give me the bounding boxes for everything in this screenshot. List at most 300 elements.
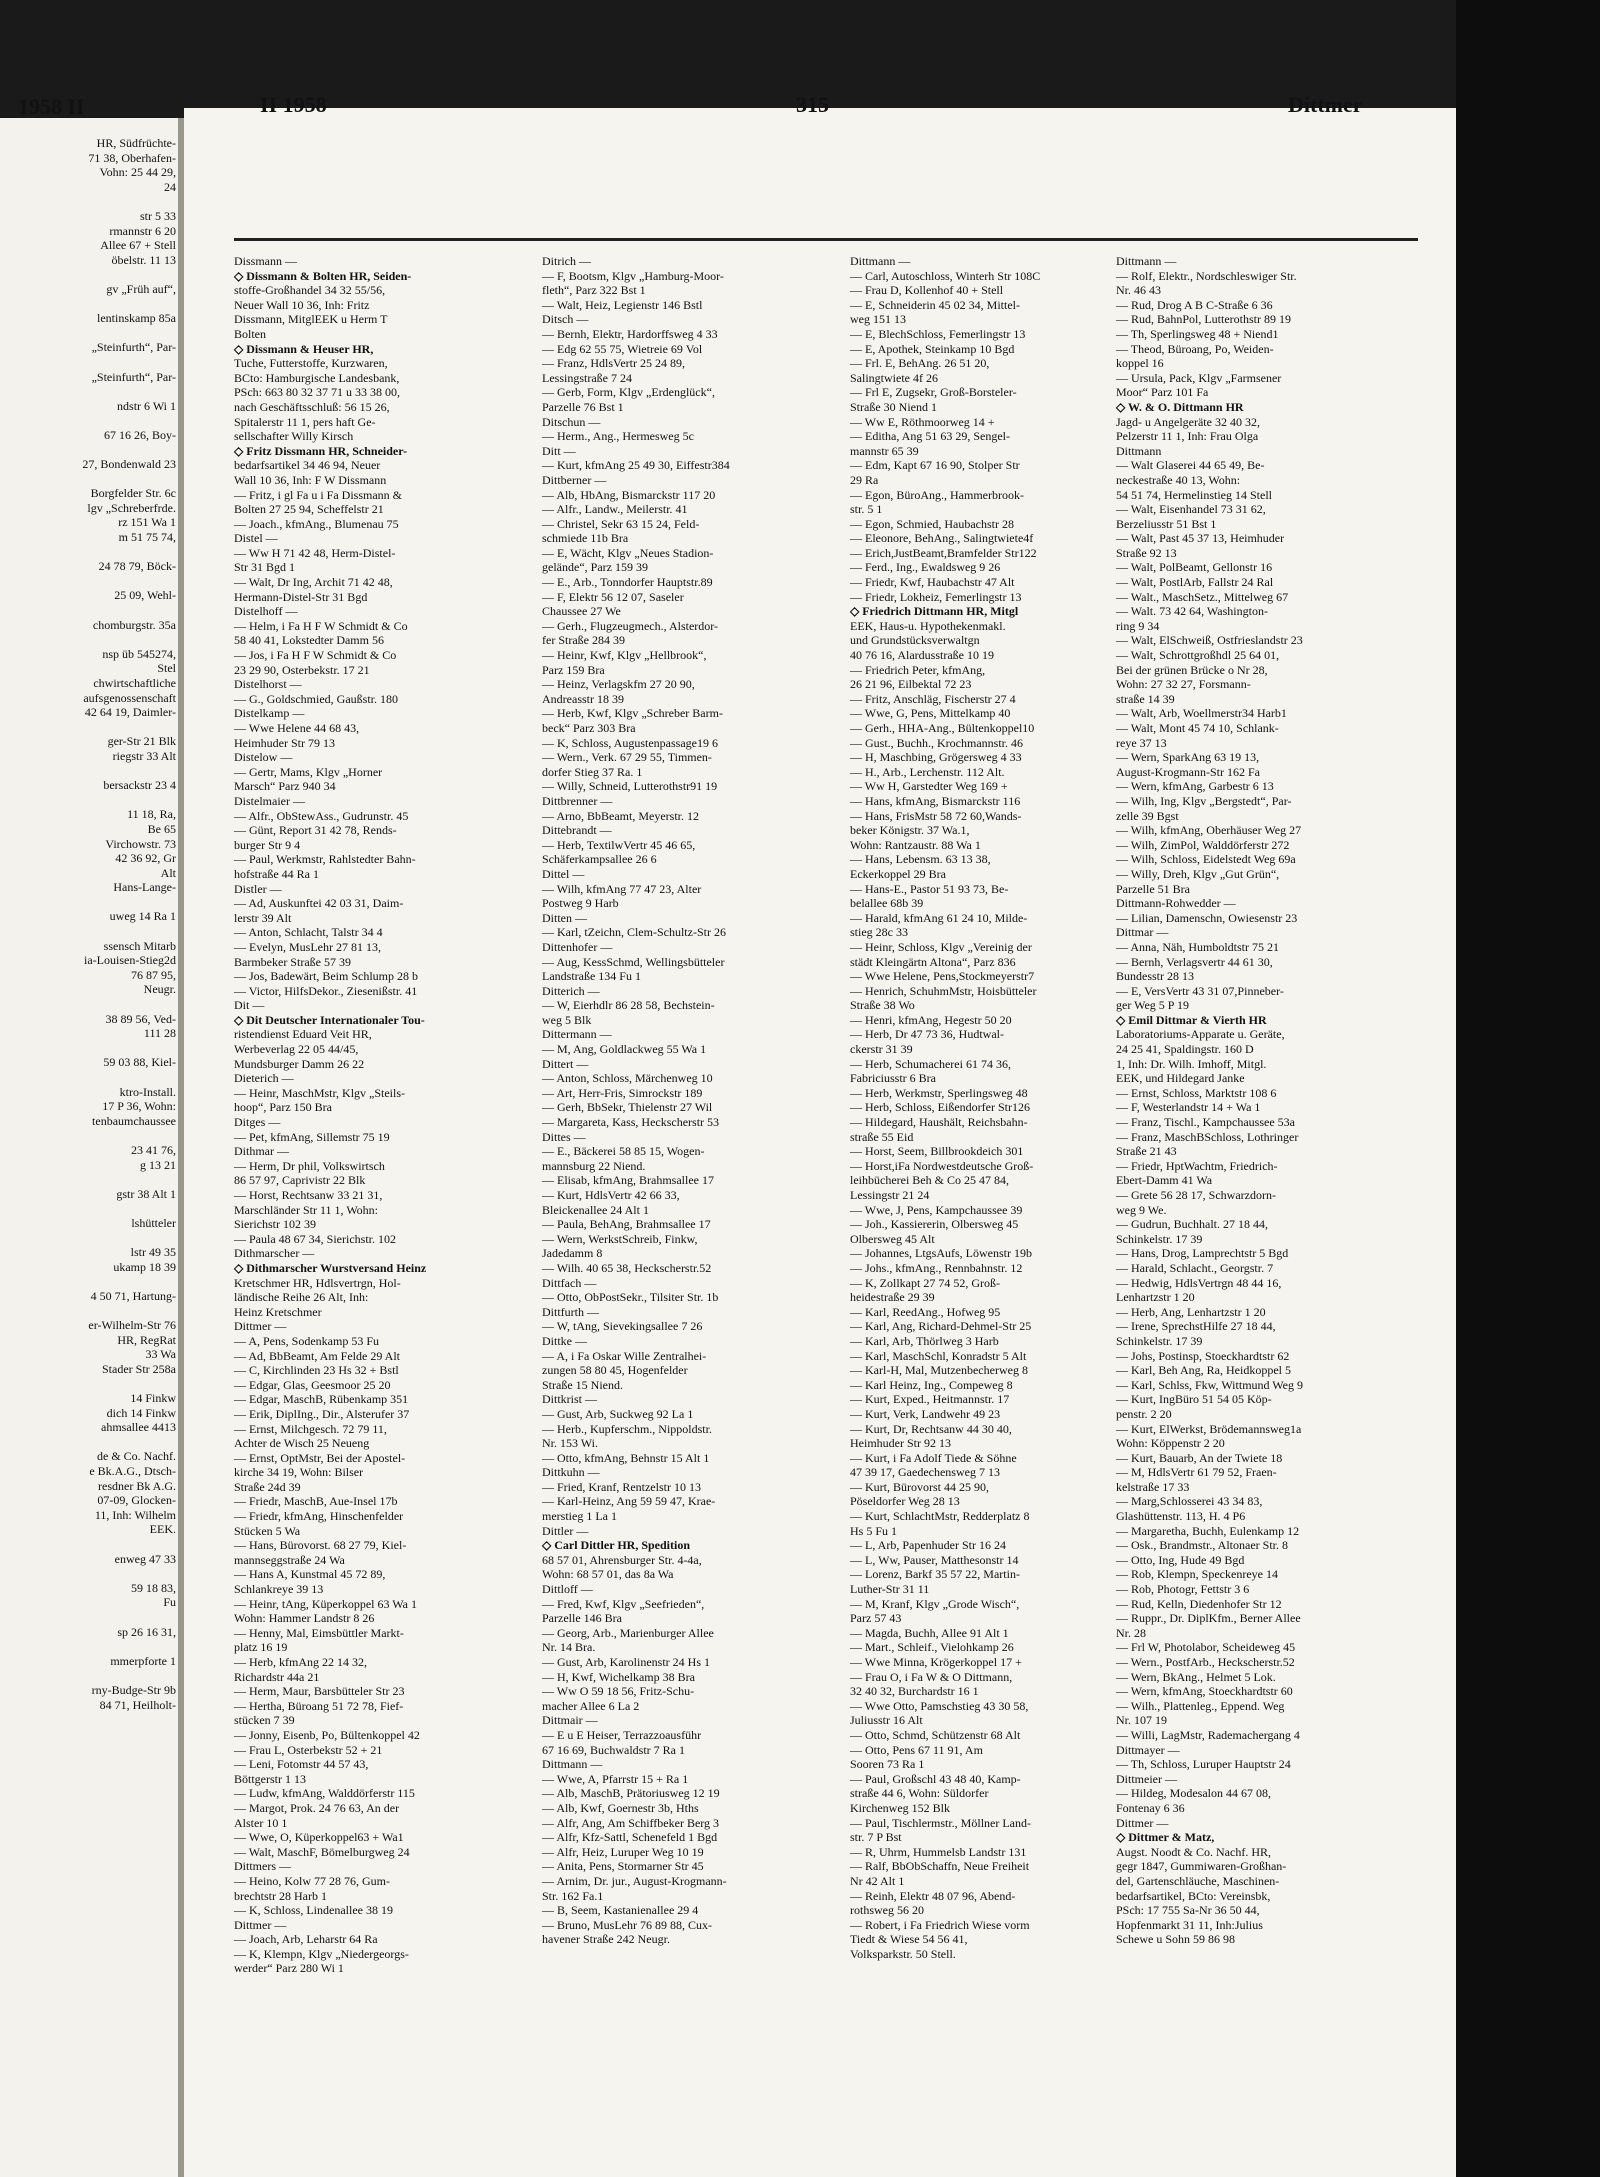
left-page-line: 27, Bondenwald 23 (82, 457, 176, 472)
directory-column-1 (234, 254, 531, 1976)
directory-entry-line: — Paula 48 67 34, Sierichstr. 102 (234, 1231, 396, 1246)
left-page-line (4, 545, 176, 560)
directory-entry-line: — Wern, BkAng., Helmet 5 Lok. (1116, 1669, 1276, 1684)
directory-entry-line: — Harald, kfmAng 61 24 10, Milde- (850, 910, 1028, 925)
directory-entry-line: — Fritz, i gl Fa u i Fa Dissmann & (234, 487, 402, 502)
directory-entry-line: Str. 162 Fa.1 (542, 1888, 604, 1903)
directory-entry-line: neckestraße 40 13, Wohn: (1116, 472, 1241, 487)
directory-entry-line: — Herb, Schloss, Eißendorfer Str126 (850, 1100, 1030, 1115)
left-page-line: e Bk.A.G., Dtsch- (89, 1464, 176, 1479)
left-page-line: 23 41 76, (131, 1142, 176, 1157)
directory-entry-line: 24 25 41, Spaldingstr. 160 D (1116, 1042, 1254, 1057)
left-page-line: chwirtschaftliche (93, 675, 176, 690)
directory-entry-line: — Hans-E., Pastor 51 93 73, Be- (850, 881, 1009, 896)
directory-entry-line: Hs 5 Fu 1 (850, 1523, 898, 1538)
directory-entry-line: — Gerb, Form, Klgv „Erdenglück“, (542, 385, 715, 400)
directory-entry-line: Dissmann — (234, 254, 297, 268)
directory-entry-line: — Karl, tZeichn, Clem-Schultz-Str 26 (542, 925, 726, 940)
directory-entry-line: — Hedwig, HdlsVertrgn 48 44 16, (1116, 1275, 1282, 1290)
directory-entry-line: Jadedamm 8 (542, 1246, 603, 1261)
directory-entry-line: Dittler — (542, 1523, 589, 1538)
directory-entry-line: — Walt. 73 42 64, Washington- (1116, 604, 1268, 619)
directory-entry-line: beker Königstr. 37 Wa.1, (850, 823, 970, 838)
directory-entry-line: — Egon, BüroAng., Hammerbrook- (850, 487, 1024, 502)
directory-entry-line: — Fried, Kranf, Rentzelstr 10 13 (542, 1479, 701, 1494)
directory-entry-line: — Wwe Minna, Krögerkoppel 17 + (850, 1655, 1022, 1669)
directory-entry-line: Dissmann, MitglEEK u Herm T (234, 312, 388, 327)
directory-entry-line: — Frau L, Osterbekstr 52 + 21 (234, 1742, 383, 1757)
directory-entry-line: — Kurt, IngBüro 51 54 05 Köp- (1116, 1392, 1272, 1407)
directory-entry-line: — Grete 56 28 17, Schwarzdorn- (1116, 1188, 1276, 1202)
left-page-line: rny-Budge-Str 9b (91, 1682, 176, 1697)
directory-entry-line: — Paul, Tischlermstr., Möllner Land- (850, 1815, 1031, 1830)
directory-entry-line: — Herm, Maur, Barsbütteler Str 23 (234, 1684, 405, 1699)
directory-entry-line: — Heinz, Verlagskfm 27 20 90, (542, 677, 695, 692)
directory-entry-line: Straße 38 Wo (850, 998, 915, 1013)
directory-entry-line: — Ww H 71 42 48, Herm-Distel- (234, 545, 396, 560)
directory-entry-line: Neuer Wall 10 36, Inh: Fritz (234, 297, 370, 312)
directory-entry-line: — Hans, Drog, Lamprechtstr 5 Bgd (1116, 1246, 1289, 1261)
directory-entry-line: ◇ Dissmann & Bolten HR, Seiden- (234, 268, 412, 283)
directory-entry-line: hoop“, Parz 150 Bra (234, 1100, 332, 1115)
left-page-line: 07-09, Glocken- (97, 1493, 176, 1508)
directory-entry-line: — E u E Heiser, Terrazzoausführ (542, 1727, 702, 1742)
directory-entry-line: — Hans, FrisMstr 58 72 60,Wands- (850, 808, 1022, 823)
directory-entry-line: PSch: 17 755 Sa-Nr 36 50 44, (1116, 1903, 1260, 1918)
directory-entry-line: zungen 58 80 45, Hogenfelder (542, 1363, 688, 1378)
directory-entry-line: — Wilh. 40 65 38, Heckscherstr.52 (542, 1260, 712, 1275)
left-page-line (4, 1304, 176, 1319)
directory-entry-line: Nr. 14 Bra. (542, 1640, 596, 1655)
directory-entry-line: Juliusstr 16 Alt (850, 1713, 923, 1728)
left-page-line: er-Wilhelm-Str 76 (88, 1318, 176, 1333)
directory-entry-line: — Theod, Büroang, Po, Weiden- (1116, 341, 1274, 356)
left-page-line (4, 1566, 176, 1581)
directory-entry-line: — E., Arb., Tonndorfer Hauptstr.89 (542, 575, 713, 590)
right-page (184, 92, 1456, 2177)
directory-entry-line: — Ad, Auskunftei 42 03 31, Daim- (234, 896, 404, 911)
directory-entry-line: Straße 24d 39 (234, 1479, 301, 1494)
directory-entry-line: ◇ W. & O. Dittmann HR (1116, 399, 1244, 414)
directory-entry-line: Andreasstr 18 39 (542, 691, 624, 706)
directory-entry-line: Chaussee 27 We (542, 604, 621, 619)
directory-entry-line: ◇ Carl Dittler HR, Spedition (542, 1538, 691, 1553)
directory-entry-line: — Alb, HbAng, Bismarckstr 117 20 (542, 487, 716, 502)
directory-entry-line: koppel 16 (1116, 356, 1164, 371)
directory-entry-line: Dittel — (542, 866, 585, 881)
left-page-line: 59 03 88, Kiel- (103, 1055, 176, 1070)
scan-background (1456, 0, 1600, 2177)
directory-entry-line: — Friedr, MaschB, Aue-Insel 17b (234, 1494, 398, 1509)
directory-entry-line: stoffe-Großhandel 34 32 55/56, (234, 283, 386, 298)
directory-entry-line: str. 5 1 (850, 502, 883, 517)
directory-entry-line: — H., Arb., Lerchenstr. 112 Alt. (850, 764, 1005, 779)
directory-entry-line: Nr 42 Alt 1 (850, 1873, 905, 1888)
directory-entry-line: 23 29 90, Osterbekstr. 17 21 (234, 662, 370, 677)
directory-entry-line: Nr. 46 43 (1116, 283, 1161, 298)
directory-entry-line: Dithmar — (234, 1144, 289, 1159)
directory-entry-line: Glashüttenstr. 113, H. 4 P6 (1116, 1509, 1246, 1524)
left-page-line: Vohn: 25 44 29, (99, 165, 176, 180)
directory-entry-line: — Magda, Buchh, Allee 91 Alt 1 (850, 1625, 1009, 1640)
left-page-line (4, 326, 176, 341)
directory-entry-line: — Franz, MaschBSchloss, Lothringer (1116, 1129, 1299, 1144)
left-page-line: HR, Südfrüchte- (96, 136, 176, 150)
directory-entry-line: hofstraße 44 Ra 1 (234, 866, 319, 881)
directory-entry-line: — Wwe Helene, Pens,Stockmeyerstr7 (850, 969, 1035, 984)
left-page-line: resdner Bk A.G. (98, 1478, 176, 1493)
directory-entry-line: 67 16 69, Buchwaldstr 7 Ra 1 (542, 1742, 685, 1757)
directory-entry-line: — Alfr, Ang, Am Schiffbeker Berg 3 (542, 1815, 720, 1830)
directory-entry-line: — Horst,iFa Nordwestdeutsche Groß- (850, 1158, 1034, 1173)
directory-entry-line: — Th, Schloss, Luruper Hauptstr 24 (1116, 1757, 1291, 1772)
directory-entry-line: — Anna, Näh, Humboldtstr 75 21 (1116, 939, 1279, 954)
directory-entry-line: — Kurt, i Fa Adolf Tiede & Söhne (850, 1450, 1017, 1465)
directory-entry-line: Nr. 153 Wi. (542, 1436, 598, 1451)
directory-entry-line: — Jonny, Eisenb, Po, Bültenkoppel 42 (234, 1727, 420, 1742)
directory-entry-line: — Friedr, kfmAng, Hinschenfelder (234, 1509, 404, 1524)
directory-entry-line: — Karl, Ang, Richard-Dehmel-Str 25 (850, 1319, 1032, 1334)
left-page-line: sp 26 16 31, (117, 1624, 176, 1639)
directory-entry-line: weg 5 Blk (542, 1012, 592, 1027)
directory-entry-line: — Willy, Dreh, Klgv „Gut Grün“, (1116, 866, 1280, 881)
directory-entry-line: macher Allee 6 La 2 (542, 1698, 640, 1713)
left-page-line: 11, Inh: Wilhelm (94, 1507, 176, 1522)
left-page-line (4, 603, 176, 618)
directory-entry-line: Laboratoriums-Apparate u. Geräte, (1116, 1027, 1285, 1042)
directory-entry-line: — Elisab, kfmAng, Brahmsallee 17 (542, 1173, 714, 1188)
left-page-line: riegstr 33 Alt (112, 748, 176, 763)
directory-entry-line: — Art, Herr-Fris, Simrockstr 189 (542, 1085, 703, 1100)
directory-entry-line: leihbücherei Beh & Co 25 47 84, (850, 1173, 1009, 1188)
directory-entry-line: — Harald, Schlacht., Georgstr. 7 (1116, 1260, 1274, 1275)
directory-entry-line: — Kurt, Bauarb, An der Twiete 18 (1116, 1450, 1283, 1465)
directory-entry-line: — Wwe Helene 44 68 43, (234, 721, 360, 735)
directory-entry-line: — Herb, Kwf, Klgv „Schreber Barm- (542, 706, 723, 721)
directory-entry-line: — Alfr., Landw., Meilerstr. 41 (542, 502, 688, 517)
left-page-text (4, 136, 176, 1712)
directory-entry-line: — Gust., Buchh., Krochmannstr. 46 (850, 735, 1023, 750)
directory-entry-line: — Karl-H, Mal, Mutzenbecherweg 8 (850, 1363, 1028, 1378)
directory-entry-line: Jagd- u Angelgeräte 32 40 32, (1116, 414, 1260, 429)
left-page-line: gstr 38 Alt 1 (116, 1186, 176, 1201)
directory-entry-line: ring 9 34 (1116, 618, 1160, 633)
page-header-left: II 1958 (260, 92, 327, 117)
directory-entry-line: ◇ Dissmann & Heuser HR, (234, 341, 374, 356)
directory-entry-line: — Walt, MaschF, Bömelburgweg 24 (234, 1844, 410, 1859)
directory-entry-line: Wohn: Hammer Landstr 8 26 (234, 1611, 375, 1626)
directory-entry-line: — Otto, Ing, Hude 49 Bgd (1116, 1552, 1245, 1567)
left-page-line: Neugr. (143, 982, 176, 997)
directory-entry-line: städt Kleingärtn Altona“, Parz 836 (850, 954, 1016, 969)
directory-entry-line: mannstr 65 39 (850, 443, 919, 458)
directory-entry-line: Ditrich — (542, 254, 591, 268)
directory-entry-line: — Ursula, Pack, Klgv „Farmsener (1116, 370, 1282, 385)
directory-entry-line: August-Krogmann-Str 162 Fa (1116, 764, 1260, 779)
directory-entry-line: weg 9 We. (1116, 1202, 1167, 1217)
directory-entry-line: Eckerkoppel 29 Bra (850, 866, 946, 881)
left-page-line (4, 297, 176, 312)
directory-entry-line: Distelow — (234, 750, 293, 765)
directory-entry-line: Dittberner — (542, 472, 607, 487)
directory-entry-line: straße 44 6, Wohn: Süldorfer (850, 1786, 989, 1801)
directory-entry-line: — Th, Sperlingsweg 48 + Niend1 (1116, 326, 1279, 341)
left-page-line (4, 355, 176, 370)
directory-entry-line: Sooren 73 Ra 1 (850, 1757, 925, 1772)
directory-entry-line: — Margaretha, Buchh, Eulenkamp 12 (1116, 1523, 1300, 1538)
directory-entry-line: — Reinh, Elektr 48 07 96, Abend- (850, 1888, 1016, 1903)
directory-entry-line: — Gust, Arb, Suckweg 92 La 1 (542, 1406, 694, 1421)
directory-entry-line: — Willi, LagMstr, Rademachergang 4 (1116, 1727, 1300, 1742)
directory-entry-line: — Kurt, ElWerkst, Brödemannsweg1a (1116, 1421, 1302, 1436)
left-page-line: Borgfelder Str. 6c (90, 486, 176, 501)
directory-entry-line: 58 40 41, Lokstedter Damm 56 (234, 633, 384, 648)
directory-entry-line: — Kurt, Exped., Heitmannstr. 17 (850, 1392, 1010, 1407)
directory-entry-line: — Ernst, Schloss, Marktstr 108 6 (1116, 1085, 1277, 1100)
directory-entry-line: — Karl, Schlss, Fkw, Wittmund Weg 9 (1116, 1377, 1303, 1392)
left-page-line: rz 151 Wa 1 (118, 515, 176, 530)
left-page-line (4, 1041, 176, 1056)
directory-entry-line: Hopfenmarkt 31 11, Inh:Julius (1116, 1917, 1263, 1932)
left-page-line: Stader Str 258a (102, 1361, 176, 1376)
left-page-line: HR, RegRat (117, 1332, 176, 1347)
directory-entry-line: — Henrich, SchuhmMstr, Hoisbütteler (850, 983, 1037, 998)
directory-entry-line: ◇ Friedrich Dittmann HR, Mitgl (850, 604, 1019, 619)
directory-entry-line: — Herb, Werkmstr, Sperlingsweg 48 (850, 1085, 1028, 1100)
directory-entry-line: — Gertr, Mams, Klgv „Horner (234, 764, 383, 779)
left-page-line: Virchowstr. 73 (105, 836, 176, 851)
directory-entry-line: — R, Uhrm, Hummelsb Landstr 131 (850, 1844, 1027, 1859)
directory-entry-line: Schewe u Sohn 59 86 98 (1116, 1932, 1235, 1947)
left-page-line: EEK. (149, 1522, 176, 1537)
left-page-line: str 5 33 (140, 208, 176, 223)
directory-entry-line: — Erich,JustBeamt,Bramfelder Str122 (850, 545, 1037, 560)
directory-entry-line: — Rud, Kelln, Diedenhofer Str 12 (1116, 1596, 1282, 1611)
directory-entry-line: — Frau O, i Fa W & O Dittmann, (850, 1669, 1013, 1684)
left-page-line: 84 71, Heilholt- (99, 1697, 176, 1712)
directory-entry-line: Schäferkampsallee 26 6 (542, 852, 657, 867)
left-page-line: „Steinfurth“, Par- (91, 369, 176, 384)
directory-entry-line: ◇ Dittmer & Matz, (1116, 1830, 1215, 1845)
directory-entry-line: Straße 15 Niend. (542, 1377, 623, 1392)
left-page-line: 71 38, Oberhafen- (88, 150, 176, 165)
directory-entry-line: — M, HdlsVertr 61 79 52, Fraen- (1116, 1465, 1277, 1480)
directory-entry-line: Lessingstr 21 24 (850, 1188, 930, 1202)
directory-entry-line: — Arnim, Dr. jur., August-Krogmann- (542, 1873, 727, 1888)
directory-entry-line: PSch: 663 80 32 37 71 u 33 38 00, (234, 385, 401, 400)
directory-entry-line: — Walt, Mont 45 74 10, Schlank- (1116, 721, 1279, 735)
directory-entry-line: — Alfr., ObStewAss., Gudrunstr. 45 (234, 808, 409, 823)
directory-entry-line: Lessingstraße 7 24 (542, 370, 632, 385)
directory-entry-line: Luther-Str 31 11 (850, 1582, 930, 1597)
directory-entry-line: ◇ Fritz Dissmann HR, Schneider- (234, 443, 408, 458)
directory-entry-line: Berzeliusstr 51 Bst 1 (1116, 516, 1217, 531)
directory-entry-line: Dittmann — (1116, 254, 1177, 268)
directory-entry-line: — Aug, KessSchmd, Wellingsbütteler (542, 954, 725, 969)
directory-entry-line: belallee 68b 39 (850, 896, 924, 911)
directory-entry-line: Dit — (234, 998, 265, 1013)
left-page-line (4, 472, 176, 487)
directory-entry-line: nach Geschäftsschluß: 56 15 26, (234, 399, 390, 414)
left-page-line: g 13 21 (140, 1157, 176, 1172)
directory-entry-line: — K, Klempn, Klgv „Niedergeorgs- (234, 1946, 409, 1961)
directory-entry-line: — Wwe, G, Pens, Mittelkamp 40 (850, 706, 1011, 721)
left-page-line: ahmsallee 4413 (101, 1420, 176, 1435)
left-page-line: Be 65 (147, 821, 176, 836)
directory-entry-line: Barmbeker Straße 57 39 (234, 954, 351, 969)
directory-entry-line: — Frl E, Zugsekr, Groß-Borsteler- (850, 385, 1017, 400)
directory-entry-line: Fontenay 6 36 (1116, 1800, 1185, 1815)
directory-entry-line: — H, Maschbing, Grögersweg 4 33 (850, 750, 1022, 765)
directory-entry-line: Marsch“ Parz 940 34 (234, 779, 336, 794)
directory-entry-line: 86 57 97, Caprivistr 22 Blk (234, 1173, 366, 1188)
directory-entry-line: merstieg 1 La 1 (542, 1509, 617, 1524)
directory-entry-line: platz 16 19 (234, 1640, 288, 1655)
directory-entry-line: — Herb, Dr 47 73 36, Hudtwal- (850, 1027, 1004, 1042)
directory-entry-line: Heimhuder Str 79 13 (234, 735, 335, 750)
directory-entry-line: — Ernst, OptMstr, Bei der Apostel- (234, 1450, 406, 1465)
directory-entry-line: — Otto, Pens 67 11 91, Am (850, 1742, 983, 1757)
left-page-line (4, 442, 176, 457)
directory-entry-line: Dittbrenner — (542, 793, 613, 808)
directory-entry-line: — Egon, Schmied, Haubachstr 28 (850, 516, 1014, 531)
directory-entry-line: dorfer Stieg 37 Ra. 1 (542, 764, 643, 779)
directory-entry-line: — Anita, Pens, Stormarner Str 45 (542, 1859, 704, 1874)
directory-entry-line: — Hildeg, Modesalon 44 67 08, (1116, 1786, 1271, 1801)
directory-entry-line: 1, Inh: Dr. Wilh. Imhoff, Mitgl. (1116, 1056, 1267, 1071)
directory-entry-line: — Walt Glaserei 44 65 49, Be- (1116, 458, 1265, 473)
left-page-line: 33 Wa (145, 1347, 176, 1362)
directory-entry-line: Augst. Noodt & Co. Nachf. HR, (1116, 1844, 1271, 1859)
left-page-line: Allee 67 + Stell (100, 238, 176, 253)
directory-entry-line: Stücken 5 Wa (234, 1523, 301, 1538)
left-page-line: 42 64 19, Daimler- (84, 705, 176, 720)
directory-entry-line: — Otto, kfmAng, Behnstr 15 Alt 1 (542, 1450, 710, 1465)
directory-entry-line: — Karl, Beh Ang, Ra, Heidkoppel 5 (1116, 1363, 1291, 1378)
directory-entry-line: Dittmer — (1116, 1815, 1169, 1830)
directory-entry-line: Ditterich — (542, 983, 600, 998)
left-page-line: ktro-Install. (119, 1084, 176, 1099)
directory-entry-line: — G., Goldschmied, Gaußstr. 180 (234, 691, 398, 706)
directory-entry-line: Wohn: Rantzaustr. 88 Wa 1 (850, 837, 981, 852)
directory-entry-line: — Ruppr., Dr. DiplKfm., Berner Allee (1116, 1611, 1301, 1626)
left-page-line: tenbaumchaussee (92, 1113, 176, 1128)
directory-entry-line: Schlankreye 39 13 (234, 1582, 324, 1597)
directory-entry-line: — Kurt, Bürovorst 44 25 90, (850, 1479, 989, 1494)
directory-entry-line: — Christel, Sekr 63 15 24, Feld- (542, 516, 700, 531)
left-page-line: 25 09, Wehl- (114, 588, 176, 603)
directory-entry-line: — Hildegard, Haushält, Reichsbahn- (850, 1115, 1028, 1130)
directory-entry-line: bedarfsartikel, BCto: Vereinsbk, (1116, 1888, 1271, 1903)
directory-entry-line: mannsburg 22 Niend. (542, 1158, 646, 1173)
directory-entry-line: fer Straße 284 39 (542, 633, 625, 648)
directory-entry-line: Distler — (234, 881, 282, 896)
directory-entry-line: Dittke — (542, 1333, 587, 1348)
left-page-line: 38 89 56, Ved- (105, 1011, 176, 1026)
left-page-line: Fu (163, 1595, 176, 1610)
directory-entry-line: — Joh., Kassiererin, Olbersweg 45 (850, 1217, 1019, 1232)
left-page-line (4, 997, 176, 1012)
directory-entry-line: — B, Seem, Kastanienallee 29 4 (542, 1903, 699, 1918)
directory-entry-line: — Paula, BehAng, Brahmsallee 17 (542, 1217, 711, 1232)
directory-entry-line: lerstr 39 Alt (234, 910, 292, 925)
left-page-line: m 51 75 74, (118, 530, 176, 545)
left-page-line: 67 16 26, Boy- (104, 427, 176, 442)
directory-entry-line: — L, Arb, Papenhuder Str 16 24 (850, 1538, 1006, 1553)
directory-entry-line: Dittmar — (1116, 925, 1169, 940)
directory-entry-line: Dittloff — (542, 1582, 593, 1597)
left-page-line: 14 Finkw (130, 1391, 176, 1406)
left-page-line (4, 764, 176, 779)
left-page-line: Stel (157, 661, 176, 676)
directory-entry-line: Pöseldorfer Weg 28 13 (850, 1494, 960, 1509)
directory-entry-line: — E., Bäckerei 58 85 15, Wogen- (542, 1144, 705, 1159)
left-page-line: chomburgstr. 35a (92, 617, 176, 632)
header-rule (234, 238, 1418, 241)
directory-entry-line: Spitalerstr 11 1, pers haft Ge- (234, 414, 376, 429)
directory-entry-line: schmiede 11b Bra (542, 531, 629, 546)
left-page-line: de & Co. Nachf. (97, 1449, 176, 1464)
directory-entry-line: Ditten — (542, 910, 587, 925)
directory-entry-line: Dittmer — (234, 1917, 287, 1932)
left-page-line (4, 1274, 176, 1289)
directory-entry-line: rothsweg 56 20 (850, 1903, 924, 1918)
directory-entry-line: Straße 30 Niend 1 (850, 399, 937, 414)
directory-entry-line: Dittmayer — (1116, 1742, 1180, 1757)
left-page-line: ia-Louisen-Stieg2d (84, 953, 176, 968)
directory-entry-line: — Walt, PolBeamt, Gellonstr 16 (1116, 560, 1273, 575)
directory-entry-line: Dittfach — (542, 1275, 597, 1290)
left-page-line (4, 924, 176, 939)
directory-entry-line: — Walt, PostlArb, Fallstr 24 Ral (1116, 575, 1274, 590)
directory-entry-line: Volksparkstr. 50 Stell. (850, 1946, 956, 1961)
directory-entry-line: — Gudrun, Buchhalt. 27 18 44, (1116, 1217, 1268, 1232)
directory-entry-line: — M, Kranf, Klgv „Grode Wisch“, (850, 1596, 1020, 1611)
directory-entry-line: Hermann-Distel-Str 31 Bgd (234, 589, 368, 604)
directory-entry-line: — Edgar, Glas, Geesmoor 25 20 (234, 1377, 391, 1392)
directory-entry-line: — Hertha, Büroang 51 72 78, Fief- (234, 1698, 404, 1713)
directory-entry-line: 40 76 16, Alardusstraße 10 19 (850, 648, 994, 663)
directory-entry-line: mannseggstraße 24 Wa (234, 1552, 345, 1567)
directory-entry-line: — Otto, Schmd, Schützenstr 68 Alt (850, 1727, 1021, 1742)
directory-entry-line: Pelzerstr 11 1, Inh: Frau Olga (1116, 429, 1259, 444)
directory-entry-line: — Frl. E, BehAng. 26 51 20, (850, 356, 990, 371)
directory-entry-line: — Wilh., Plattenleg., Eppend. Weg (1116, 1698, 1285, 1713)
directory-entry-line: Parz 159 Bra (542, 662, 605, 677)
directory-entry-line: — Friedr, Lokheiz, Femerlingstr 13 (850, 589, 1022, 604)
directory-entry-line: — Hans, kfmAng, Bismarckstr 116 (850, 793, 1021, 808)
directory-entry-line: — Ferd., Ing., Ewaldsweg 9 26 (850, 560, 1001, 575)
directory-entry-line: Dittes — (542, 1129, 586, 1144)
left-page-line (4, 1172, 176, 1187)
directory-entry-line: — Friedr, Kwf, Haubachstr 47 Alt (850, 575, 1015, 590)
directory-entry-line: — Heino, Kolw 77 28 76, Gum- (234, 1873, 390, 1888)
directory-entry-line: straße 14 39 (1116, 691, 1175, 706)
directory-entry-line: kirche 34 19, Wohn: Bilser (234, 1465, 364, 1480)
directory-entry-line: — Herm, Dr phil, Volkswirtsch (234, 1158, 385, 1173)
directory-entry-line: Moor“ Parz 101 Fa (1116, 385, 1209, 400)
directory-entry-line: — Friedr, HptWachtm, Friedrich- (1116, 1158, 1278, 1173)
directory-entry-line: Dittmer — (234, 1319, 287, 1334)
directory-entry-line: — Walt, ElSchweiß, Ostfrieslandstr 23 (1116, 633, 1303, 648)
directory-entry-line: Sierichstr 102 39 (234, 1217, 316, 1232)
directory-entry-line: — Johs, Postinsp, Stoeckhardtstr 62 (1116, 1348, 1290, 1363)
directory-entry-line: — Hans A, Kunstmal 45 72 89, (234, 1567, 386, 1582)
directory-entry-line: — Rob, Photogr, Fettstr 3 6 (1116, 1582, 1250, 1597)
directory-entry-line: — Wilh, kfmAng 77 47 23, Alter (542, 881, 702, 896)
left-page-line: enweg 47 33 (114, 1551, 176, 1566)
left-page-line: lentinskamp 85a (97, 311, 176, 326)
